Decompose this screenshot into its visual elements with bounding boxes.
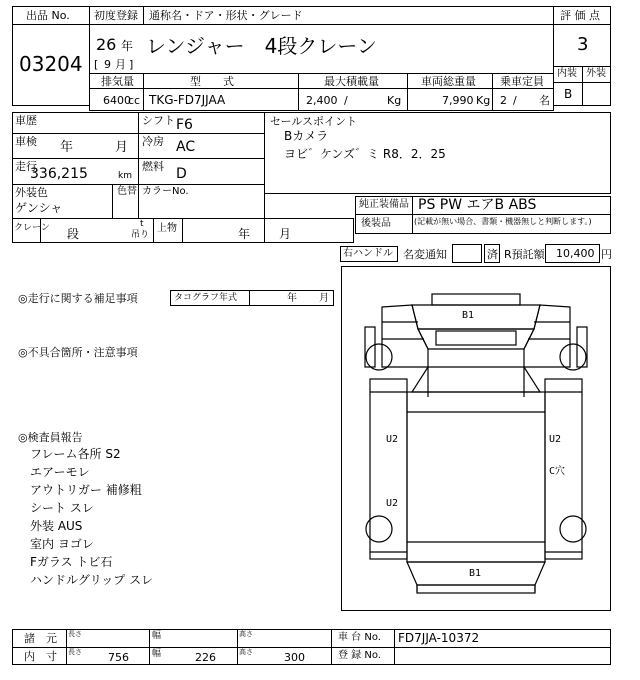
registration-year: 26 <box>96 35 117 54</box>
upper-body-month-unit: 月 <box>279 227 292 241</box>
fuel-label: 燃料 <box>142 160 164 173</box>
max-load-unit: Kg <box>387 94 402 107</box>
spec-length-label: 長さ <box>68 630 82 638</box>
chassis-number-label: 車 台 No. <box>338 632 381 643</box>
displacement-unit: cc <box>128 94 141 107</box>
recycle-prefix-box <box>484 244 500 263</box>
crane-ton-unit: t <box>140 219 144 229</box>
inspector-report-line: 外装 AUS <box>30 519 83 533</box>
diagram-mark-u2-rear-left: U2 <box>386 498 399 509</box>
inspection-month-unit: 月 <box>115 140 129 155</box>
inspection-label: 車検 <box>15 135 37 148</box>
diagram-mark-b1-top: B1 <box>462 310 475 321</box>
interior-grade-label: 内装 <box>557 68 577 79</box>
defects-label: ◎不具合箇所・注意事項 <box>18 346 138 359</box>
interior-height-value: 300 <box>284 651 305 664</box>
spec-height-label: 高さ <box>239 630 253 638</box>
lot-number-label: 出品 No. <box>26 9 70 22</box>
sales-points-label: セールスポイント <box>270 115 358 128</box>
upper-body-cell <box>264 218 354 243</box>
max-load-label: 最大積載量 <box>324 75 379 88</box>
equipment-value: PS PW エアB ABS <box>418 197 537 213</box>
capacity-unit: 名 <box>539 94 550 107</box>
capacity-value: 2 <box>500 94 507 107</box>
recycle-unit: 円 <box>601 248 612 261</box>
score-value: 3 <box>577 34 589 55</box>
inspector-report-line: シート スレ <box>30 501 94 515</box>
diagram-mark-u2-left: U2 <box>386 434 399 445</box>
history-label: 車歴 <box>15 114 37 127</box>
gross-weight-unit: Kg <box>476 94 491 107</box>
score-label: 評 価 点 <box>560 9 600 22</box>
shift-value: F6 <box>176 117 193 133</box>
inspector-report-line: ハンドルグリップ スレ <box>30 573 154 587</box>
tachograph-year-unit: 年 <box>287 293 297 304</box>
shift-label: シフト <box>142 114 175 127</box>
sales-point-line-2: ヨビ゛ケンズ゛ミ R8．2．25 <box>284 147 446 161</box>
aircon-label: 冷房 <box>142 135 164 148</box>
model-value: TKG-FD7JJAA <box>149 93 226 107</box>
displacement-label: 排気量 <box>101 75 134 88</box>
damage-diagram <box>341 266 611 611</box>
vehicle-name-label: 通称名・ドア・形状・グレード <box>149 9 303 22</box>
displacement-value: 6400 <box>103 94 131 107</box>
capacity-separator: / <box>513 94 517 107</box>
inspector-report-line: アウトリガー 補修粗 <box>30 483 142 497</box>
upper-body-label: 上物 <box>157 223 177 234</box>
aftermarket-label: 後装品 <box>361 218 391 229</box>
interior-length-label: 長さ <box>68 648 82 656</box>
inspector-report-line: フレーム各所 S2 <box>30 447 121 461</box>
recycle-value: 10,400 <box>556 247 595 260</box>
truck-outline-diagram <box>342 267 610 610</box>
interior-length-value: 756 <box>108 651 129 664</box>
exterior-color-label: 外装色 <box>15 186 48 199</box>
chassis-number: FD7JJA-10372 <box>398 631 480 645</box>
registration-year-unit: 年 <box>121 39 134 53</box>
sales-point-line-1: Bカメラ <box>284 129 329 143</box>
diagram-mark-b1-rear: B1 <box>469 568 482 579</box>
spec-width-label: 幅 <box>152 631 162 641</box>
registration-month-close: ] <box>129 58 134 71</box>
diagram-mark-u2-right: U2 <box>549 434 562 445</box>
crane-stage-unit: 段 <box>67 227 80 241</box>
max-load-value: 2,400 <box>306 94 338 107</box>
name-change-box <box>452 244 482 263</box>
aftermarket-note: (記載が無い場合、書類・機器無しと判断します。) <box>414 217 592 226</box>
gross-weight-label: 車両総重量 <box>421 75 476 88</box>
tachograph-label: タコグラフ年式 <box>174 293 238 303</box>
interior-dimensions-label: 内 寸 <box>24 650 57 663</box>
mileage-label: 走行 <box>15 160 37 173</box>
vehicle-name: レンジャー 4段クレーン <box>146 34 377 58</box>
fuel-value: D <box>176 166 187 182</box>
steering-value: 右ハンドル <box>343 248 393 259</box>
tachograph-month-unit: 月 <box>319 293 329 304</box>
upper-body-year-unit: 年 <box>238 227 251 241</box>
aircon-value: AC <box>176 139 196 155</box>
exterior-grade-label: 外装 <box>586 68 606 79</box>
inspection-year-unit: 年 <box>60 140 74 155</box>
capacity-label: 乗車定員 <box>500 75 544 88</box>
registration-month-unit: 月 <box>115 58 126 71</box>
color-change-label: 色替 <box>117 186 137 197</box>
mileage-unit: km <box>118 171 132 181</box>
first-registration-label: 初度登録 <box>94 9 138 22</box>
inspector-report-line: Fガラス トビ石 <box>30 555 113 569</box>
interior-width-label: 幅 <box>152 649 162 659</box>
equipment-label: 純正装備品 <box>359 199 409 210</box>
registration-number-label: 登 録 No. <box>338 650 381 661</box>
lot-number: 03204 <box>19 52 83 76</box>
mileage-value: 336,215 <box>30 166 88 182</box>
inspector-report-line: エアーモレ <box>30 465 90 479</box>
inspector-report-label: ◎検査員報告 <box>18 431 83 444</box>
recycle-prefix: 済 <box>487 248 498 261</box>
exterior-color-value: ゲンシャ <box>15 201 63 215</box>
crane-hook-unit: 吊り <box>131 230 150 240</box>
color-number-label: カラーNo. <box>142 186 189 197</box>
max-load-separator: / <box>344 94 348 107</box>
interior-grade: B <box>564 87 573 101</box>
inspector-report-line: 室内 ヨゴレ <box>30 537 94 551</box>
crane-label: クレーン <box>14 223 50 233</box>
dimensions-label: 諸 元 <box>24 632 57 645</box>
diagram-mark-c-hole: C穴 <box>549 466 566 477</box>
name-change-label: 名変通知 <box>403 248 447 261</box>
recycle-label: R預託額 <box>504 248 545 261</box>
registration-month-open: [ <box>94 58 99 71</box>
interior-height-label: 高さ <box>239 648 253 656</box>
interior-width-value: 226 <box>195 651 216 664</box>
gross-weight-value: 7,990 <box>442 94 474 107</box>
driving-notes-label: ◎走行に関する補足事項 <box>18 292 138 305</box>
registration-month: 9 <box>104 58 111 71</box>
model-label: 型 式 <box>190 75 234 88</box>
